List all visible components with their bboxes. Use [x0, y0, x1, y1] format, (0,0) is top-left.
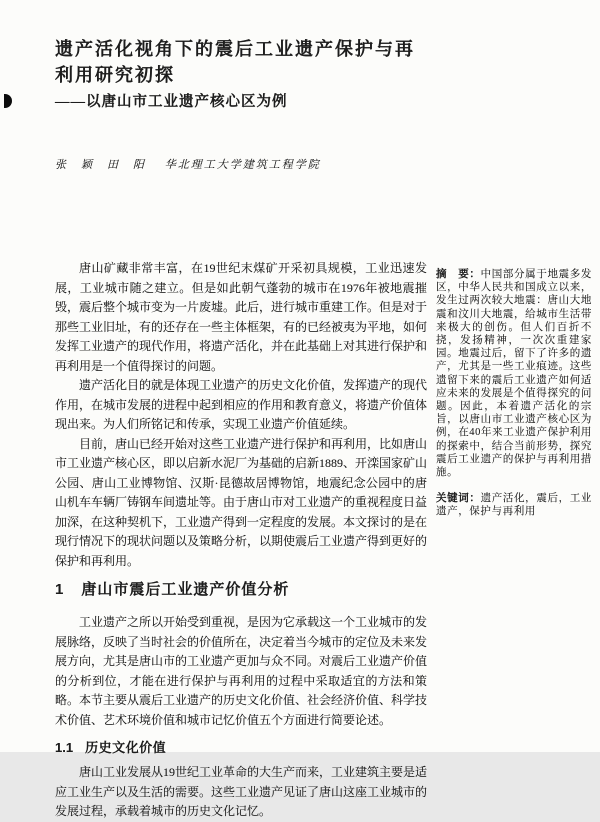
intro-paragraph-3: 目前，唐山已经开始对这些工业遗产进行保护和再利用，比如唐山市工业遗产核心区，即以启新水泥厂为基础的启新1889、开滦国家矿山公园、唐山工业博物馆、汉斯·昆德故居博物馆，地震纪念公园中的唐山机车车辆厂铸钢车间遗址等。由于唐山市对工业遗产的重视程度日益加深，在这种契机下，工业遗产得到一定程度的发展。本文探讨的是在现行情况下的现状问题以及策略分析，以期使震后工业遗产得到更好的保护和再利用。 [55, 436, 428, 568]
section-1-1-title: 历史文化价值 [85, 740, 167, 755]
section-1-paragraph: 工业遗产之所以开始受到重视，是因为它承载这一个工业城市的发展脉络，反映了当时社会的价值所在，决定着当今城市的定位及未来发展方向，尤其是唐山市的工业遗产更加与众不同。对震后工业遗产价值的分析到位，才能在进行保护与再利用的过程中采取适宜的方法和策略。本节主要从震后工业遗产的历史文化价值、社会经济价值、科学技术价值、艺术环境价值和城市记忆价值五个方面进行简要论述。 [55, 615, 428, 727]
main-text-column [55, 259, 427, 822]
two-column-layout [55, 259, 592, 822]
authors-line [55, 158, 592, 172]
section-1-heading [55, 580, 427, 600]
intro-paragraph-2: 遗产活化目的就是体现工业遗产的历史文化价值，发挥遗产的现代作用，在城市发展的进程中起到相应的作用和教育意义，将遗产价值体现出来。为人们所铭记和传承，实现工业遗产价值延续。 [55, 378, 428, 431]
abstract-label: 摘 要： [436, 268, 481, 280]
page-content [55, 36, 592, 822]
section-1-1-heading [55, 739, 427, 756]
print-bleed-mark [4, 94, 12, 108]
section-1-1-paragraph: 唐山工业发展从19世纪工业革命的大生产而来，工业建筑主要是适应工业生产以及生活的需要。这些工业遗产见证了唐山这座工业城市的发展过程，承载着城市的历史文化记忆。 [55, 765, 428, 818]
keywords-text: 遗产活化，震后，工业遗产，保护与再利用 [436, 493, 593, 518]
author-names: 张 颖 田 阳 [55, 159, 146, 171]
section-1-1-number: 1.1 [55, 740, 74, 755]
section-1-number: 1 [55, 581, 64, 598]
author-affiliation: 华北理工大学建筑工程学院 [164, 159, 321, 171]
abstract-block [436, 268, 592, 479]
keywords-label: 关键词： [436, 492, 481, 505]
keywords-block [436, 492, 592, 518]
abstract-sidebar [436, 259, 592, 519]
section-1-title: 唐山市震后工业遗产价值分析 [81, 581, 290, 598]
abstract-text: 中国部分属于地震多发区，中华人民共和国成立以来，发生过两次较大地震：唐山大地震和汶川大地震，给城市生活带来极大的创伤。但人们百折不挠，发扬精神，一次次重建家园。地震过后，留下了许多的遗产，尤其是一些工业痕迹。这些遗留下来的震后工业遗产如何适应未来的发展是个值得探究的问题。因此，本着遗产活化的宗旨，以唐山市工业遗产核心区为例，在40年来工业遗产保护利用的探索中，结合当前形势，探究震后工业遗产的保护与再利用措施。 [436, 269, 593, 479]
paper-title: 遗产活化视角下的震后工业遗产保护与再利用研究初探 [55, 39, 415, 85]
intro-paragraph-1: 唐山矿藏非常丰富，在19世纪末煤矿开采初具规模，工业迅速发展，工业城市随之建立。但是如此朝气蓬勃的城市在1976年被地震摧毁，震后整个城市变为一片废墟。此后，进行城市重建工作。但是对于那些工业旧址，有的还存在一些主体框架，有的已经被夷为平地，如何发挥工业遗产的现代作用，将遗产活化，并在此基础上对其进行保护和再利用是一个值得探讨的问题。 [55, 261, 428, 373]
paper-subtitle: ——以唐山市工业遗产核心区为例 [55, 94, 288, 110]
